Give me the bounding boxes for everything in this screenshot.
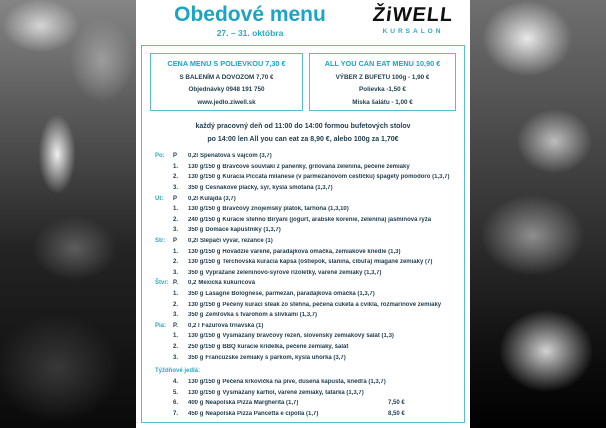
menu-border-box (141, 45, 465, 423)
item-number: 7. (173, 410, 179, 417)
item-price: 7,50 € (388, 400, 405, 407)
order-phone: Objednávky 0948 191 750 (188, 86, 265, 93)
menu-price-headline: CENA MENU S POLIEVKOU 7,30 € (167, 59, 286, 68)
item-number: 2. (173, 301, 179, 308)
item-number: P (173, 238, 178, 245)
item-text: 0,2 l Fazuľová trnavská (1) (188, 322, 264, 329)
page-title: Obedové menu (174, 3, 326, 26)
menu-row (142, 225, 464, 236)
item-text: 350 g Francúzske zemiaky s párkom, kyslá uhorka (3,7) (188, 354, 346, 361)
logo-block (360, 4, 466, 35)
soup-price: Polievka -1,50 € (359, 86, 406, 93)
item-text: 240 g/150 g Kuracie stehno Biryani (jogurt, arabské korenie, zelenina) jasmínová ryža (188, 216, 432, 223)
item-number: 2. (173, 343, 179, 350)
menu-row (142, 268, 464, 279)
menu-row (142, 162, 464, 173)
delivery-price: S BALENÍM A DOVOZOM 7,70 € (179, 73, 274, 81)
item-quantity: 0,2l (188, 195, 199, 202)
item-text: 350 g Žemľovka s tvarohom a slivkami (1,3,7) (188, 312, 318, 319)
item-number: P (173, 195, 178, 202)
item-quantity: 0,2 (188, 280, 197, 287)
item-text: 130 g/150 g Kuracia Piccata milanese (v parmezánovom cestíčku) špagety pomodoro (1,3,7) (188, 174, 450, 181)
item-quantity: 250 g/150 g (188, 343, 221, 350)
item-number: 3. (173, 354, 179, 361)
salad-price: Miska šalátu - 1,00 € (352, 98, 413, 106)
item-quantity: 350 g (188, 227, 204, 234)
item-text: 130 g/150 g Bravčové souvlaki z panenky, grilovaná zelenina, pečené zemiaky (188, 163, 410, 170)
item-number: 1. (173, 206, 179, 213)
item-text: 450 g Neapolská Pizza Pancetta e cipolla (1,7) (188, 410, 319, 417)
menu-row (142, 193, 464, 204)
menu-row (142, 183, 464, 194)
item-quantity: 350 g (188, 185, 204, 192)
item-quantity: 130 g/150 g (188, 163, 221, 170)
menu-row (142, 246, 464, 257)
day-label: Ut: (155, 195, 164, 202)
menu-row (142, 377, 464, 388)
item-text: 350 g Domáce kapustníky (1,3,7) (188, 227, 281, 234)
item-number: 2. (173, 174, 179, 181)
item-quantity: 130 g/150 g (188, 301, 221, 308)
menu-row (142, 409, 464, 420)
item-quantity: 130 g/150 g (188, 379, 221, 386)
item-number: 1. (173, 333, 179, 340)
item-number: 1. (173, 163, 179, 170)
website-url: www.jedlo.ziwell.sk (197, 98, 256, 106)
item-number: P (173, 153, 178, 160)
title-block (144, 3, 356, 38)
item-text: 0,2l Kulajda (3,7) (188, 195, 236, 202)
menu-row (142, 236, 464, 247)
day-label: Štvr: (155, 280, 169, 287)
item-number: 6. (173, 400, 179, 407)
item-text: 0,2 Mexická kukuricová (188, 280, 256, 287)
item-quantity: 350 g (188, 354, 204, 361)
menu-panel (136, 0, 470, 428)
item-text: 0,2l Slepačí vývar, rezance (1) (188, 238, 273, 245)
item-text: 130 g/150 g Terchovská kuracia kapsa (oštiepok, slanina, cibuľa) miagané zemiaky (7) (188, 259, 433, 266)
price-box-buffet (309, 53, 456, 111)
item-quantity: 130 g/150 g (188, 389, 221, 396)
item-number: P. (173, 280, 178, 287)
buffet-price-headline: ALL YOU CAN EAT MENU 10,90 € (324, 59, 441, 68)
item-number: 2. (173, 216, 179, 223)
serving-info-line2: po 14:00 len All you can eat za 8,90 €, alebo 100g za 1,70€ (207, 136, 399, 143)
item-price: 8,50 € (388, 410, 405, 417)
menu-row (142, 204, 464, 215)
item-number: 3. (173, 312, 179, 319)
item-text: 250 g/150 g BBQ kuracie krídelká, pečené zemiaky, šalát (188, 343, 349, 350)
date-range: 27. – 31. októbra (216, 28, 284, 38)
item-text: 130 g/150 g Bravčový znojemský plátok, tarhoňa (1,3,10) (188, 206, 349, 213)
right-photo-collage (470, 0, 606, 428)
menu-row (142, 278, 464, 289)
item-text: 350 g Cesnakové placky, syr, kyslá smotana (1,3,7) (188, 185, 333, 192)
price-box-menu (150, 53, 303, 111)
item-number: 3. (173, 269, 179, 276)
item-quantity: 0,2l (188, 153, 199, 160)
item-number: 4. (173, 379, 179, 386)
item-number: 5. (173, 389, 179, 396)
menu-row (142, 299, 464, 310)
item-quantity: 450 g (188, 410, 204, 417)
item-quantity: 130 g/150 g (188, 333, 221, 340)
item-quantity: 400 g (188, 400, 204, 407)
menu-row (142, 151, 464, 162)
item-quantity: 350 g (188, 269, 204, 276)
price-boxes (142, 53, 464, 111)
item-number: 2. (173, 259, 179, 266)
item-number: 1. (173, 291, 179, 298)
item-text: 130 g/150 g Hovädzie varené, paradajková omáčka, zemiakové knedle (1,3) (188, 248, 401, 255)
menu-row (142, 257, 464, 268)
item-quantity: 350 g (188, 291, 204, 298)
menu-row (142, 321, 464, 332)
item-text: 130 g/150 g Vysmážaný bravčový rezeň, slovenský zemiakový šalát (1,3) (188, 333, 394, 340)
menu-row (142, 398, 464, 409)
menu-row (142, 215, 464, 226)
menu-section-header: Týždňové jedlá: (155, 368, 201, 375)
item-text: 400 g Neapolská Pizza Margherita (1,7) (188, 400, 299, 407)
item-quantity: 0,2 l (188, 322, 200, 329)
menu-row (142, 172, 464, 183)
menu-row (142, 289, 464, 300)
item-text: 0,2l Špenátová s vajcom (3,7) (188, 153, 272, 160)
menu-list (142, 151, 464, 419)
item-number: 1. (173, 248, 179, 255)
item-number: P. (173, 322, 178, 329)
item-quantity: 130 g/150 g (188, 248, 221, 255)
serving-info (142, 120, 464, 146)
item-quantity: 350 g (188, 312, 204, 319)
item-text: 130 g/150 g Pečená krkovička na pive, dusená kapusta, knedľa (1,3,7) (188, 379, 386, 386)
item-number: 3. (173, 227, 179, 234)
buffet-per-100g: VÝBER Z BUFETU 100g - 1,90 € (335, 73, 430, 81)
item-text: 350 g Lasagne Bolognese, parmezán, paradajková omáčka (1,3,7) (188, 291, 375, 298)
item-quantity: 240 g/150 g (188, 216, 221, 223)
day-label: Po: (155, 153, 165, 160)
menu-row (142, 310, 464, 321)
menu-row (142, 331, 464, 342)
item-quantity: 130 g/150 g (188, 206, 221, 213)
item-quantity: 130 g/150 g (188, 259, 221, 266)
item-text: 130 g/150 g Pečený kurací steak zo stehna, pečená cuketa a cvikla, rozmarínové zemiaky (188, 301, 442, 308)
day-label: Pia: (155, 322, 167, 329)
item-quantity: 130 g/150 g (188, 174, 221, 181)
item-number: 3. (173, 185, 179, 192)
item-text: 350 g Vyprážané zeleninovo-syrové rizoletky, varené zemiaky (1,3,7) (188, 269, 382, 276)
menu-row (142, 387, 464, 398)
item-quantity: 0,2l (188, 238, 199, 245)
serving-info-line1: každý pracovný deň od 11:00 do 14:00 formou bufetových stolov (195, 123, 411, 130)
left-photo-collage (0, 0, 136, 428)
kursalon-label: KURSALON (382, 28, 444, 35)
menu-row (142, 352, 464, 363)
day-label: Str: (155, 238, 166, 245)
menu-row (142, 342, 464, 353)
item-text: 130 g/150 g Vysmážaný karfiol, varené zemiaky, tatárka (1,3,7) (188, 389, 364, 396)
ziwell-logo: ŽiWELL (371, 4, 455, 26)
